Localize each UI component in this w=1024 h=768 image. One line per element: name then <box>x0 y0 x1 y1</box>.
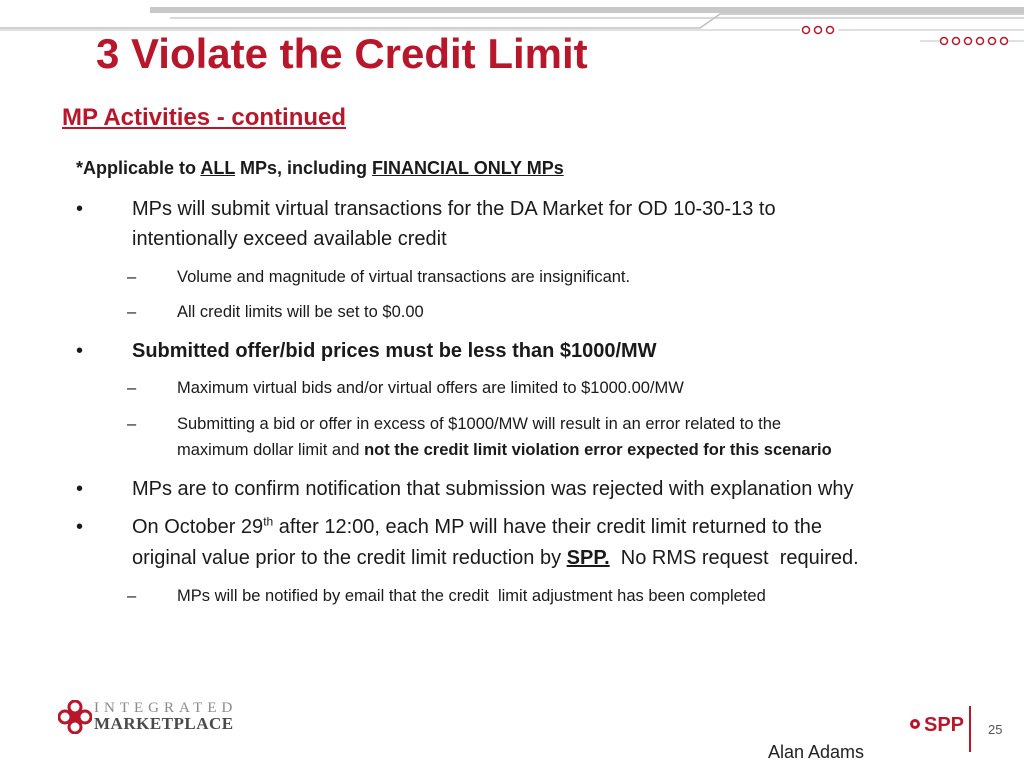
applicable-middle: MPs, including <box>235 158 373 178</box>
bullet-1-line-2: intentionally exceed available credit <box>132 228 447 250</box>
bullet-1-sub-2-text: All credit limits will be set to $0.00 <box>177 303 424 321</box>
dash-marker: – <box>127 415 137 433</box>
dash-marker: – <box>127 587 137 605</box>
slide-title: 3 Violate the Credit Limit <box>96 30 588 77</box>
bullet-marker: • <box>76 478 84 500</box>
bullet-4-superscript: th <box>263 514 274 529</box>
spp-icon <box>908 716 922 732</box>
spp-logo-text: SPP <box>924 714 965 736</box>
bullet-4-part-a: On October 29 <box>132 516 264 538</box>
logo-marketplace-text: MARKETPLACE <box>94 714 234 733</box>
slide-subtitle: MP Activities - continued <box>62 104 347 131</box>
bullet-marker: • <box>76 198 84 220</box>
integrated-marketplace-flower-icon <box>58 700 92 734</box>
bullet-1-sub-1-text: Volume and magnitude of virtual transactions are insignificant. <box>177 268 631 286</box>
footer-divider <box>969 706 971 752</box>
bullet-1-line-1: MPs will submit virtual transactions for the DA Market for OD 10-30-13 to <box>132 198 776 220</box>
applicability-note <box>76 158 564 179</box>
bullet-2-sub-2-line-2 <box>177 438 832 462</box>
author-name: Alan Adams <box>768 742 865 762</box>
bullet-2-sub-2-plain: maximum dollar limit and <box>177 441 365 459</box>
bullet-4-line-2-b: No RMS request required. <box>609 547 859 569</box>
bullet-4-sub-1-text: MPs will be notified by email that the credit limit adjustment has been completed <box>177 587 766 605</box>
dash-marker: – <box>127 268 137 286</box>
applicable-financial: FINANCIAL ONLY MPs <box>372 158 564 178</box>
applicable-all: ALL <box>200 158 236 178</box>
bullet-2-sub-2-bold: not the credit limit violation error expected for this scenario <box>364 441 832 459</box>
bullet-2-sub-2-line-1: Submitting a bid or offer in excess of $1000/MW will result in an error related to the <box>177 415 782 433</box>
bullet-4-line-1 <box>132 512 822 542</box>
bullet-marker: • <box>76 516 84 538</box>
bullet-4-line-2 <box>132 543 859 573</box>
dash-marker: – <box>127 379 137 397</box>
bullet-2-text: Submitted offer/bid prices must be less than $1000/MW <box>132 340 657 362</box>
bullet-3-text: MPs are to confirm notification that submission was rejected with explanation why <box>132 478 854 500</box>
logo-integrated-text: INTEGRATED <box>94 700 238 716</box>
applicable-prefix: *Applicable to <box>76 158 201 178</box>
bullet-4-part-b: after 12:00, each MP will have their credit limit returned to the <box>273 516 822 538</box>
bullet-2-sub-1-text: Maximum virtual bids and/or virtual offers are limited to $1000.00/MW <box>177 379 684 397</box>
page-number: 25 <box>988 722 1003 737</box>
dash-marker: – <box>127 303 137 321</box>
spp-underlined: SPP. <box>566 547 610 569</box>
bullet-marker: • <box>76 340 84 362</box>
bullet-4-line-2-a: original value prior to the credit limit reduction by <box>132 547 567 569</box>
